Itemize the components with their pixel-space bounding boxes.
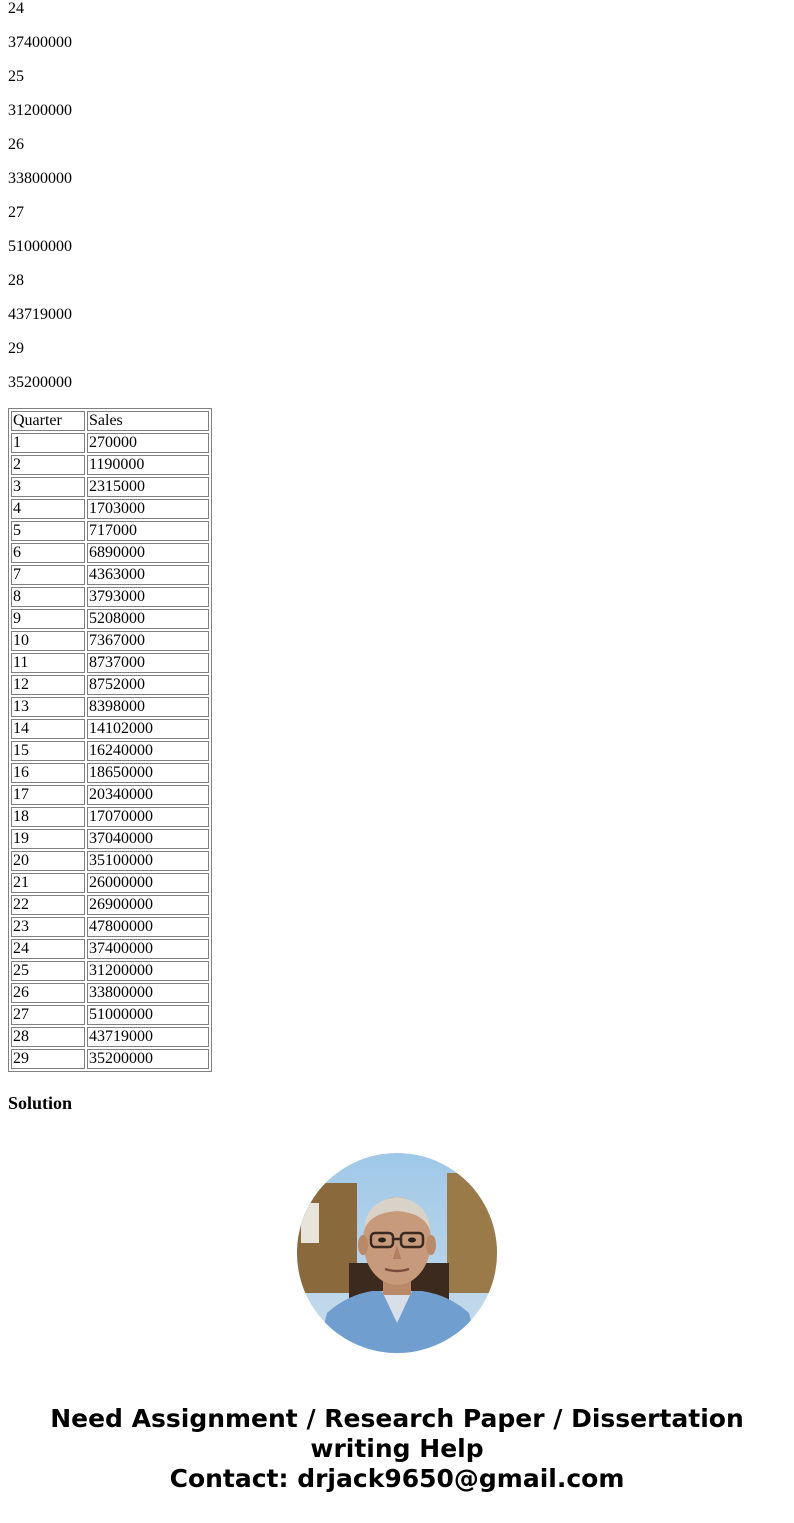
quarter-cell: 6 bbox=[11, 543, 85, 563]
sales-cell: 1703000 bbox=[87, 499, 209, 519]
table-row bbox=[11, 1005, 209, 1025]
sales-cell: 20340000 bbox=[87, 785, 209, 805]
sales-cell: 1190000 bbox=[87, 455, 209, 475]
table-row bbox=[11, 939, 209, 959]
list-sales-value: 37400000 bbox=[8, 34, 72, 51]
sales-cell: 37400000 bbox=[87, 939, 209, 959]
list-sales-value: 31200000 bbox=[8, 102, 72, 119]
sales-cell: 8752000 bbox=[87, 675, 209, 695]
table-row bbox=[11, 565, 209, 585]
promo-line-1: Need Assignment / Research Paper / Dissertation bbox=[50, 1404, 744, 1433]
quarter-cell: 23 bbox=[11, 917, 85, 937]
list-quarter: 24 bbox=[8, 0, 24, 17]
table-row bbox=[11, 741, 209, 761]
quarter-cell: 10 bbox=[11, 631, 85, 651]
sales-cell: 43719000 bbox=[87, 1027, 209, 1047]
sales-cell: 14102000 bbox=[87, 719, 209, 739]
sales-cell: 3793000 bbox=[87, 587, 209, 607]
table-row bbox=[11, 873, 209, 893]
sales-cell: 35200000 bbox=[87, 1049, 209, 1069]
list-sales-value: 35200000 bbox=[8, 374, 72, 391]
document-body bbox=[8, 0, 786, 1113]
sales-cell: 33800000 bbox=[87, 983, 209, 1003]
table-row bbox=[11, 1049, 209, 1069]
sales-cell: 17070000 bbox=[87, 807, 209, 827]
table-row bbox=[11, 983, 209, 1003]
quarter-cell: 18 bbox=[11, 807, 85, 827]
quarter-cell: 8 bbox=[11, 587, 85, 607]
promo-banner bbox=[0, 1404, 794, 1494]
table-row bbox=[11, 785, 209, 805]
table-row bbox=[11, 961, 209, 981]
table-row bbox=[11, 653, 209, 673]
table-row bbox=[11, 499, 209, 519]
table-row bbox=[11, 917, 209, 937]
table-row bbox=[11, 587, 209, 607]
sales-cell: 2315000 bbox=[87, 477, 209, 497]
column-header-sales: Sales bbox=[87, 411, 209, 431]
quarter-cell: 16 bbox=[11, 763, 85, 783]
quarter-cell: 5 bbox=[11, 521, 85, 541]
table-row bbox=[11, 521, 209, 541]
table-row bbox=[11, 455, 209, 475]
quarter-cell: 19 bbox=[11, 829, 85, 849]
table-row bbox=[11, 895, 209, 915]
list-quarter: 27 bbox=[8, 204, 24, 221]
sales-cell: 4363000 bbox=[87, 565, 209, 585]
quarter-cell: 11 bbox=[11, 653, 85, 673]
quarter-cell: 12 bbox=[11, 675, 85, 695]
table-row bbox=[11, 477, 209, 497]
author-photo bbox=[297, 1153, 497, 1353]
list-sales-value: 33800000 bbox=[8, 170, 72, 187]
table-row bbox=[11, 697, 209, 717]
quarter-cell: 27 bbox=[11, 1005, 85, 1025]
sales-cell: 26900000 bbox=[87, 895, 209, 915]
table-row bbox=[11, 675, 209, 695]
sales-cell: 26000000 bbox=[87, 873, 209, 893]
quarter-cell: 9 bbox=[11, 609, 85, 629]
sales-table bbox=[8, 408, 212, 1072]
quarter-cell: 28 bbox=[11, 1027, 85, 1047]
sales-cell: 8398000 bbox=[87, 697, 209, 717]
table-row bbox=[11, 829, 209, 849]
column-header-quarter: Quarter bbox=[11, 411, 85, 431]
quarter-cell: 1 bbox=[11, 433, 85, 453]
quarter-cell: 20 bbox=[11, 851, 85, 871]
table-row bbox=[11, 609, 209, 629]
quarter-cell: 4 bbox=[11, 499, 85, 519]
quarter-cell: 3 bbox=[11, 477, 85, 497]
list-quarter: 28 bbox=[8, 272, 24, 289]
portrait-image bbox=[297, 1153, 497, 1353]
sales-cell: 6890000 bbox=[87, 543, 209, 563]
solution-heading: Solution bbox=[8, 1093, 73, 1113]
table-row bbox=[11, 851, 209, 871]
table-row bbox=[11, 763, 209, 783]
list-sales-value: 43719000 bbox=[8, 306, 72, 323]
sales-cell: 51000000 bbox=[87, 1005, 209, 1025]
table-header-row bbox=[11, 411, 209, 431]
promo-contact: Contact: drjack9650@gmail.com bbox=[169, 1464, 625, 1493]
table-row bbox=[11, 1027, 209, 1047]
list-quarter: 26 bbox=[8, 136, 24, 153]
table-row bbox=[11, 543, 209, 563]
sales-cell: 270000 bbox=[87, 433, 209, 453]
list-quarter: 25 bbox=[8, 68, 24, 85]
sales-cell: 47800000 bbox=[87, 917, 209, 937]
table-row bbox=[11, 433, 209, 453]
quarter-cell: 15 bbox=[11, 741, 85, 761]
quarter-cell: 26 bbox=[11, 983, 85, 1003]
quarter-cell: 25 bbox=[11, 961, 85, 981]
quarter-cell: 22 bbox=[11, 895, 85, 915]
quarter-cell: 13 bbox=[11, 697, 85, 717]
sales-cell: 7367000 bbox=[87, 631, 209, 651]
table-row bbox=[11, 719, 209, 739]
quarter-cell: 14 bbox=[11, 719, 85, 739]
sales-cell: 31200000 bbox=[87, 961, 209, 981]
sales-cell: 35100000 bbox=[87, 851, 209, 871]
table-row bbox=[11, 631, 209, 651]
sales-cell: 37040000 bbox=[87, 829, 209, 849]
quarter-cell: 24 bbox=[11, 939, 85, 959]
promo-line-2: writing Help bbox=[310, 1434, 484, 1463]
quarter-cell: 2 bbox=[11, 455, 85, 475]
table-row bbox=[11, 807, 209, 827]
quarter-cell: 7 bbox=[11, 565, 85, 585]
quarter-cell: 17 bbox=[11, 785, 85, 805]
list-sales-value: 51000000 bbox=[8, 238, 72, 255]
sales-cell: 717000 bbox=[87, 521, 209, 541]
list-quarter: 29 bbox=[8, 340, 24, 357]
sales-cell: 16240000 bbox=[87, 741, 209, 761]
quarter-sales-list bbox=[8, 0, 786, 392]
sales-cell: 18650000 bbox=[87, 763, 209, 783]
sales-cell: 8737000 bbox=[87, 653, 209, 673]
quarter-cell: 29 bbox=[11, 1049, 85, 1069]
quarter-cell: 21 bbox=[11, 873, 85, 893]
sales-cell: 5208000 bbox=[87, 609, 209, 629]
